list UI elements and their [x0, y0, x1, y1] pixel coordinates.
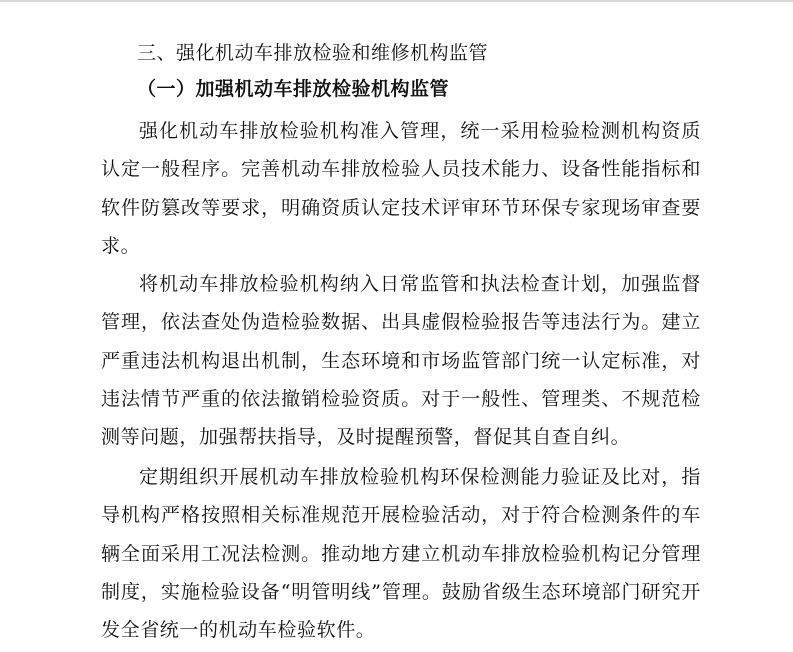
paragraph-admission-management: 强化机动车排放检验机构准入管理，统一采用检验检测机构资质认定一般程序。完善机动车排放检验人员技术能力、设备性能指标和软件防篡改等要求，明确资质认定技术评审环节环保专家现场审查要求。 — [101, 120, 701, 257]
paragraph-capability-verification: 定期组织开展机动车排放检验机构环保检测能力验证及比对，指导机构严格按照相关标准规范开展检验活动，对于符合检测条件的车辆全面采用工况法检测。推动地方建立机动车排放检验机构记分管理制度，实施检验设备“明管明线”管理。鼓励省级生态环境部门研究开发全省统一的机动车检验软件。 — [101, 466, 701, 642]
page-top-divider — [0, 0, 793, 2]
paragraph-supervision-enforcement: 将机动车排放检验机构纳入日常监管和执法检查计划，加强监督管理，依法查处伪造检验数据、出具虚假检验报告等违法行为。建立严重违法机构退出机制，生态环境和市场监管部门统一认定标准，对违法情节严重的依法撤销检验资质。对于一般性、管理类、不规范检测等问题，加强帮扶指导，及时提醒预警，督促其自查自纠。 — [101, 273, 701, 449]
section-heading: 三、强化机动车排放检验和维修机构监管 — [137, 42, 489, 64]
sub-heading: （一）加强机动车排放检验机构监管 — [137, 78, 450, 100]
